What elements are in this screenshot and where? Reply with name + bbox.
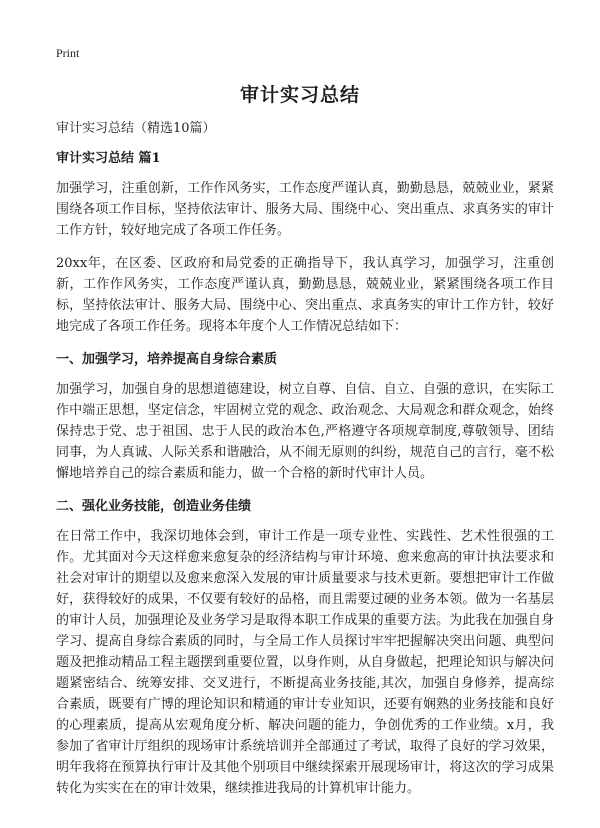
part-heading: 审计实习总结 篇1 xyxy=(56,151,161,166)
overview-paragraph: 20xx年，在区委、区政府和局党委的正确指导下，我认真学习，加强学习，注重创新，工作作风务实，工作态度严谨认真，勤勤恳恳，兢兢业业，紧紧围绕各项工作目标，坚持依法审计、服务大局、围绕中心、突出重点、求真务实的审计工作方针，较好地完成了各项工作任务。现将本年度个人工作情况总结如下： xyxy=(56,256,554,334)
section1-heading: 一、加强学习，培养提高自身综合素质 xyxy=(56,352,278,367)
document-title: 审计实习总结 xyxy=(239,84,360,106)
section1-paragraph: 加强学习，加强自身的思想道德建设，树立自尊、自信、自立、自强的意识，在实际工作中端正思想，坚定信念，牢固树立党的观念、政治观念、大局观念和群众观念，始终保持忠于党、忠于祖国、忠于人民的政治本色,严格遵守各项规章制度,尊敬领导、团结同事，为人真诚、人际关系和谐融洽，从不闹无原则的纠纷，规范自己的言行，毫不松懈地培养自己的综合素质和能力，做一个合格的新时代审计人员。 xyxy=(56,382,554,481)
intro-paragraph: 加强学习，注重创新，工作作风务实，工作态度严谨认真，勤勤恳恳，兢兢业业，紧紧围绕各项工作目标，坚持依法审计、服务大局、围绕中心、突出重点、求真务实的审计工作方针，较好地完成了各项工作任务。 xyxy=(56,181,554,238)
section2-heading: 二、强化业务技能，创造业务佳绩 xyxy=(56,499,252,514)
document-subtitle: 审计实习总结（精选10篇） xyxy=(56,121,216,136)
document-body xyxy=(56,118,554,811)
section2-paragraph: 在日常工作中，我深切地体会到，审计工作是一项专业性、实践性、艺术性很强的工作。尤其面对今天这样愈来愈复杂的经济结构与审计环境、愈来愈高的审计执法要求和社会对审计的期望以及愈来愈深入发展的审计质量要求与技术更新。要想把审计工作做好，获得较好的成果，不仅要有较好的品格，而且需要过硬的业务本领。做为一名基层的审计人员，加强理论及业务学习是取得本职工作成果的重要方法。为此我在加强自身学习、提高自身综合素质的同时，与全局工作人员探讨牢牢把握解决突出问题、典型问题及把推动精品工程主题摆到重要位置，以身作则，从自身做起，把理论知识与解决问题紧密结合、统筹安排、交叉进行，不断提高业务技能,其次，加强自身修养，提高综合素质，既要有广博的理论知识和精通的审计专业知识，还要有娴熟的业务技能和良好的心理素质，提高从宏观角度分析、解决问题的能力，争创优秀的工作业绩。x月，我参加了省审计厅组织的现场审计系统培训并全部通过了考试，取得了良好的学习效果，明年我将在预算执行审计及其他个别项目中继续探索开展现场审计，将这次的学习成果转化为实实在在的审计效果，继续推进我局的计算机审计能力。 xyxy=(56,529,554,796)
print-label: Print xyxy=(56,46,80,60)
